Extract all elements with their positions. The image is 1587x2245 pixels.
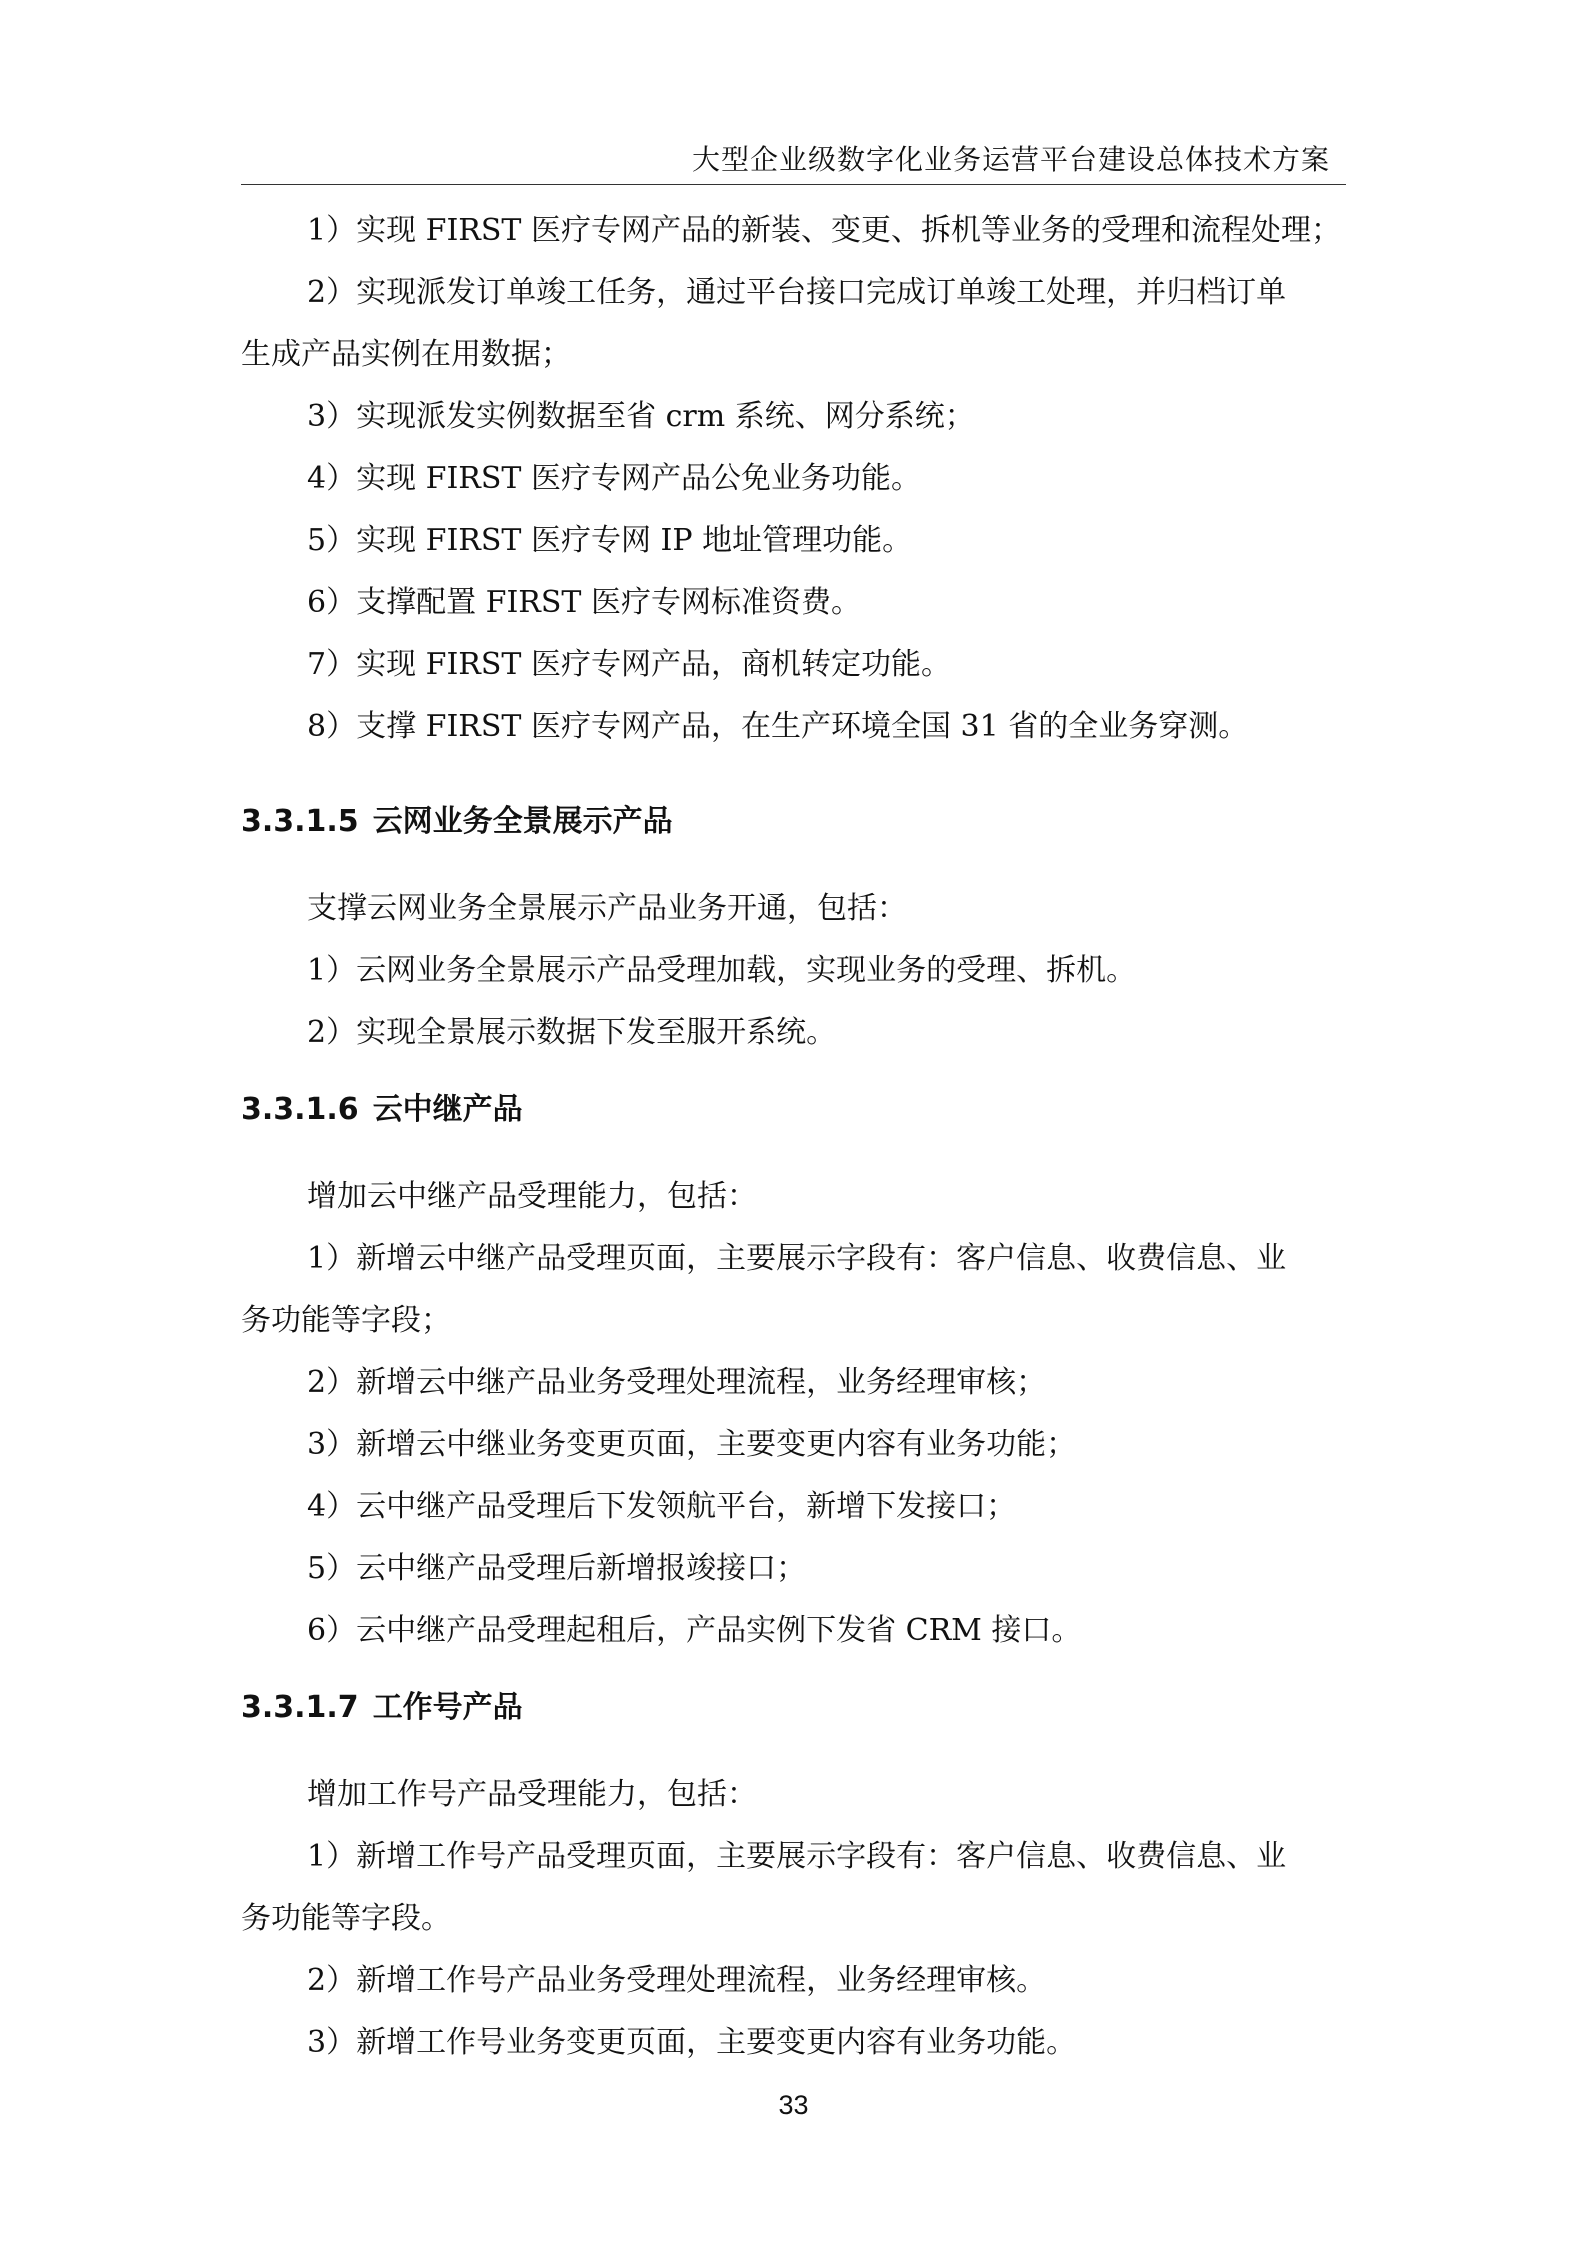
list-item: 1）实现 FIRST 医疗专网产品的新装、变更、拆机等业务的受理和流程处理； xyxy=(307,213,1341,248)
list-item: 7）实现 FIRST 医疗专网产品，商机转定功能。 xyxy=(307,647,951,682)
section-heading-3317 xyxy=(241,1688,1346,1728)
section-heading-3315 xyxy=(241,802,1346,842)
list-item: 3）新增工作号业务变更页面，主要变更内容有业务功能。 xyxy=(307,2025,1077,2060)
section-title: 工作号产品 xyxy=(372,1690,523,1725)
list-item: 4）云中继产品受理后下发领航平台，新增下发接口； xyxy=(307,1489,1017,1524)
section-intro: 增加云中继产品受理能力，包括： xyxy=(307,1179,757,1214)
list-item-continuation: 务功能等字段； xyxy=(241,1303,451,1338)
section-heading-3316 xyxy=(241,1090,1346,1130)
list-item: 5）实现 FIRST 医疗专网 IP 地址管理功能。 xyxy=(307,523,913,558)
list-item: 3）新增云中继业务变更页面，主要变更内容有业务功能； xyxy=(307,1427,1077,1462)
section-number: 3.3.1.7 xyxy=(241,1690,359,1725)
list-item-continuation: 生成产品实例在用数据； xyxy=(241,337,571,372)
list-item: 4）实现 FIRST 医疗专网产品公免业务功能。 xyxy=(307,461,921,496)
page-number: 33 xyxy=(778,2090,809,2120)
list-item: 2）新增工作号产品业务受理处理流程，业务经理审核。 xyxy=(307,1963,1047,1998)
section-number: 3.3.1.5 xyxy=(241,804,359,839)
running-header-title: 大型企业级数字化业务运营平台建设总体技术方案 xyxy=(691,143,1330,176)
section-intro: 增加工作号产品受理能力，包括： xyxy=(307,1777,757,1812)
section-intro: 支撑云网业务全景展示产品业务开通，包括： xyxy=(307,891,907,926)
list-item: 5）云中继产品受理后新增报竣接口； xyxy=(307,1551,807,1586)
list-item: 2）实现派发订单竣工任务，通过平台接口完成订单竣工处理，并归档订单 xyxy=(307,275,1287,310)
list-item: 1）新增云中继产品受理页面，主要展示字段有：客户信息、收费信息、业 xyxy=(307,1241,1287,1276)
section-title: 云中继产品 xyxy=(372,1092,523,1127)
page-body xyxy=(241,200,1346,2074)
header-rule xyxy=(241,184,1346,185)
section-title: 云网业务全景展示产品 xyxy=(372,804,673,839)
list-item: 6）支撑配置 FIRST 医疗专网标准资费。 xyxy=(307,585,861,620)
list-item: 1）新增工作号产品受理页面，主要展示字段有：客户信息、收费信息、业 xyxy=(307,1839,1287,1874)
list-item: 8）支撑 FIRST 医疗专网产品，在生产环境全国 31 省的全业务穿测。 xyxy=(307,709,1249,744)
list-item-continuation: 务功能等字段。 xyxy=(241,1901,451,1936)
list-item: 3）实现派发实例数据至省 crm 系统、网分系统； xyxy=(307,399,975,434)
list-item: 2）实现全景展示数据下发至服开系统。 xyxy=(307,1015,837,1050)
list-item: 2）新增云中继产品业务受理处理流程，业务经理审核； xyxy=(307,1365,1047,1400)
section-number: 3.3.1.6 xyxy=(241,1092,359,1127)
list-item: 6）云中继产品受理起租后，产品实例下发省 CRM 接口。 xyxy=(307,1613,1082,1648)
list-item: 1）云网业务全景展示产品受理加载，实现业务的受理、拆机。 xyxy=(307,953,1137,988)
